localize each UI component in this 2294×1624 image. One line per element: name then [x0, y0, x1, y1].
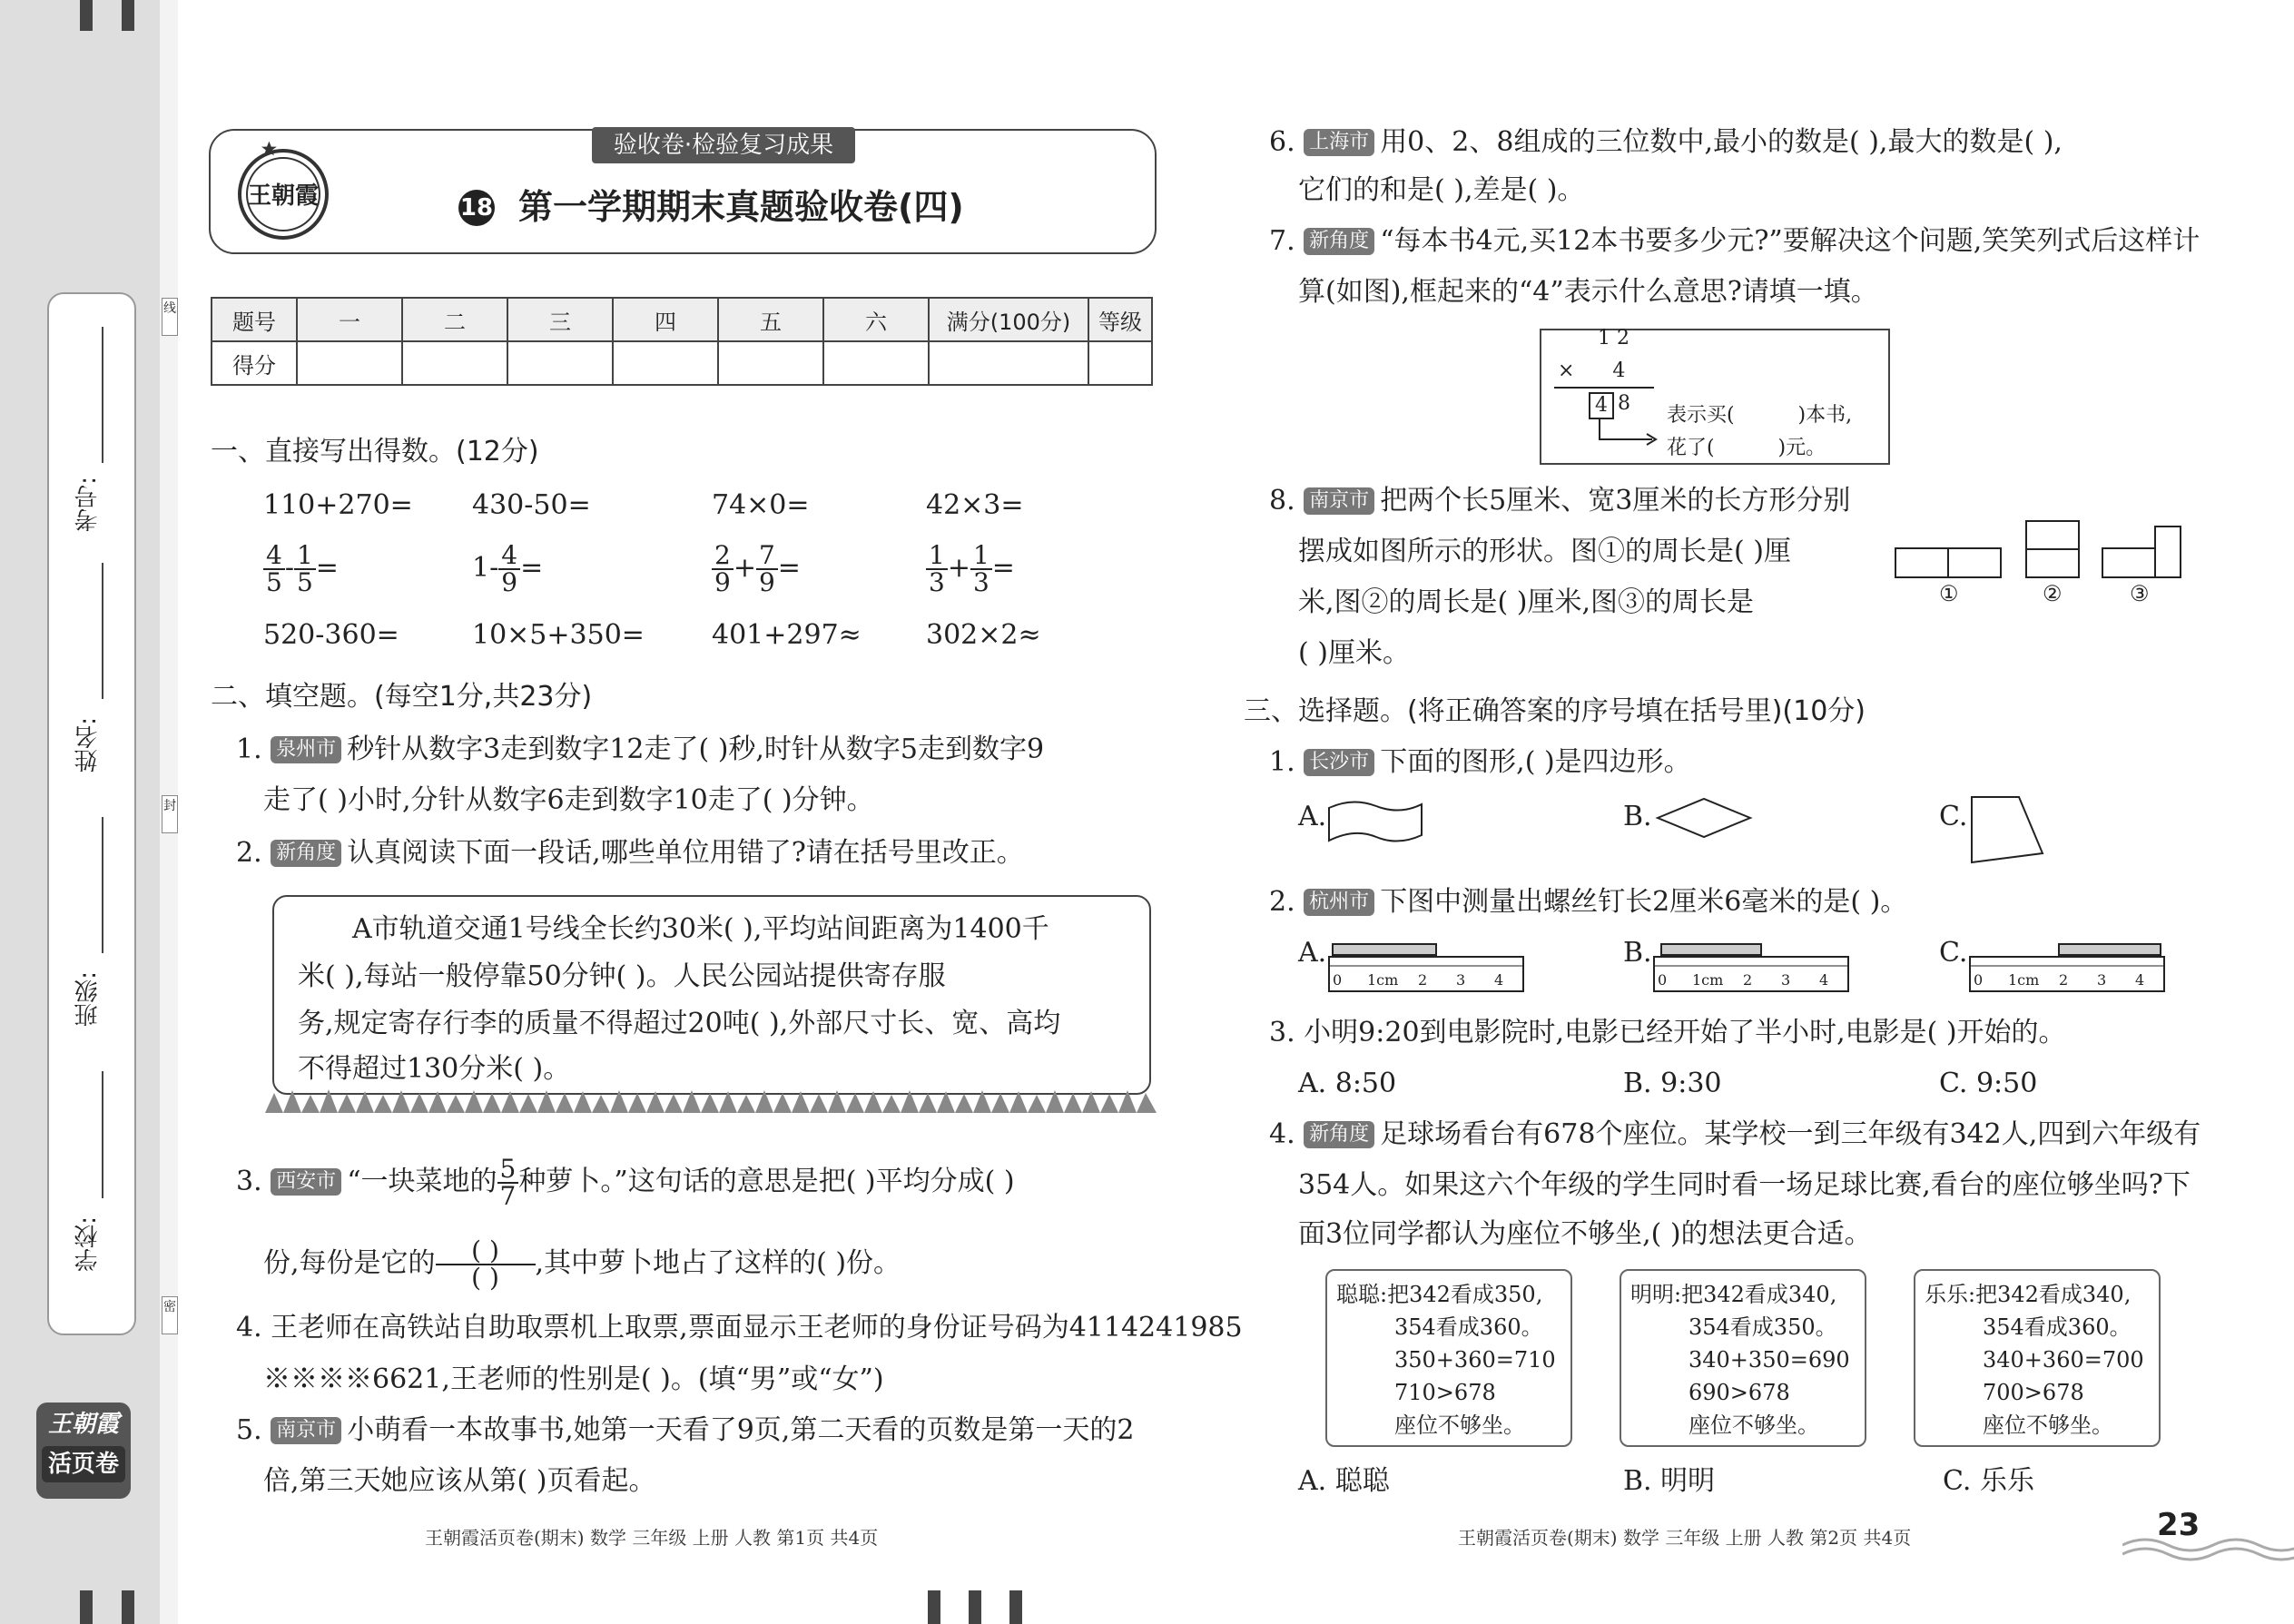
corner-mark	[122, 1590, 134, 1624]
score-header-cell: 四	[613, 298, 718, 341]
ruler-tick: 4	[1819, 971, 1829, 989]
region-tag: 新角度	[1304, 228, 1374, 255]
student-card-congcong	[1325, 1269, 1572, 1447]
question-text: 下面的图形,( )是四边形。	[1380, 746, 1691, 778]
fold-mark	[1009, 1590, 1022, 1624]
question-text: “一块菜地的	[347, 1166, 497, 1197]
ruler-tick: 4	[1494, 971, 1504, 989]
denominator: 3	[972, 567, 989, 597]
question-text: 小明9:20到电影院时,电影已经开始了半小时,电影是( )开始的。	[1304, 1017, 2066, 1048]
calc-line	[1554, 387, 1654, 389]
question-6-cont: 它们的和是( ),差是( )。	[1298, 174, 1585, 206]
ruler-c	[1968, 939, 2170, 993]
score-cell[interactable]	[823, 341, 929, 385]
score-header-cell: 一	[297, 298, 402, 341]
denominator: 5	[296, 567, 313, 597]
question-7: 7. 新角度 “每本书4元,买12本书要多少元?”要解决这个问题,笑笑列式后这样计	[1269, 225, 2200, 257]
score-cell[interactable]	[1088, 341, 1152, 385]
fraction	[926, 540, 948, 597]
cut-mark-mi: 密	[162, 1296, 178, 1334]
numerator: 4	[263, 543, 285, 570]
boxed-digit: 4	[1589, 392, 1614, 419]
class-label: 班级:	[74, 971, 102, 1027]
score-header-cell: 题号	[212, 298, 297, 341]
fraction	[756, 540, 778, 597]
choice-3: 3. 小明9:20到电影院时,电影已经开始了半小时,电影是( )开始的。	[1269, 1017, 2066, 1048]
option-c[interactable]: C. 乐乐	[1943, 1465, 2034, 1497]
question-1-cont: 走了( )小时,分针从数字6走到数字10走了( )分钟。	[263, 784, 874, 816]
ruler-tick: 0	[1974, 971, 1984, 989]
question-5-cont: 倍,第三天她应该从第( )页看起。	[263, 1465, 656, 1497]
denominator: 7	[499, 1181, 517, 1211]
calc-digit: 8	[1618, 392, 1630, 415]
badge-text: 王朝霞	[247, 182, 320, 210]
card-line: 340+350=690	[1689, 1347, 1850, 1373]
option-b[interactable]: B.	[1623, 801, 1652, 832]
ruler-tick: 1cm	[1367, 971, 1399, 989]
region-tag: 南京市	[1304, 487, 1374, 515]
figure-label-2: ②	[2043, 581, 2063, 606]
question-8-cont: 摆成如图所示的形状。图①的周长是( )厘	[1298, 536, 1791, 567]
question-6: 6. 上海市 用0、2、8组成的三位数中,最小的数是( ),最大的数是( ),	[1269, 126, 2063, 158]
option-b[interactable]: B. 明明	[1623, 1465, 1716, 1497]
fraction	[498, 540, 520, 597]
figure-label-1: ①	[1939, 581, 1959, 606]
question-2: 2. 新角度 认真阅读下面一段话,哪些单位用错了?请在括号里改正。	[236, 837, 1024, 869]
region-tag: 西安市	[271, 1168, 341, 1196]
fraction	[294, 540, 316, 597]
numerator: 4	[498, 543, 520, 570]
answer-fraction[interactable]	[436, 1235, 536, 1293]
question-8-cont: 米,图②的周长是( )厘米,图③的周长是	[1298, 586, 1755, 618]
calc-item: 430-50=	[472, 489, 591, 521]
rhombus-icon	[1654, 795, 1754, 841]
question-text: 用0、2、8组成的三位数中,最小的数是( ),最大的数是( ),	[1380, 126, 2063, 158]
rectangle-figures	[1894, 517, 2184, 581]
fraction	[497, 1156, 519, 1209]
choice-4-cont: 面3位同学都认为座位不够坐,( )的想法更合适。	[1298, 1218, 1872, 1250]
ruler-tick: 1cm	[1692, 971, 1724, 989]
denominator: 3	[929, 567, 945, 597]
calc-item: 10×5+350=	[472, 619, 645, 651]
question-3: 3. 西安市 “一块菜地的 $\frac{5}{7}$ 种萝卜。”这句话的意思是把( )平均分成( )	[236, 1154, 1015, 1211]
calc-item: 110+270=	[263, 489, 413, 521]
region-tag: 南京市	[271, 1417, 341, 1444]
calc-item: 42×3=	[926, 489, 1024, 521]
question-text: 足球场看台有678个座位。某学校一到三年级有342人,四到六年级有	[1380, 1118, 2201, 1150]
fraction	[712, 540, 733, 597]
option-c[interactable]: C. 9:50	[1939, 1068, 2038, 1099]
page-number: 23	[2157, 1507, 2200, 1543]
grass-decoration	[265, 1086, 1157, 1113]
cut-mark-feng: 封	[162, 795, 178, 833]
score-cell[interactable]	[297, 341, 402, 385]
option-c[interactable]: C.	[1939, 801, 1968, 832]
logo-line1: 王朝霞	[47, 1411, 119, 1438]
card-line: 座位不够坐。	[1983, 1412, 2113, 1438]
class-field[interactable]	[102, 817, 103, 953]
fold-mark	[969, 1590, 981, 1624]
ruler-tick: 3	[1781, 971, 1791, 989]
score-header-cell: 五	[718, 298, 823, 341]
calc-item: 74×0=	[712, 489, 810, 521]
question-4: 4. 王老师在高铁站自助取票机上取票,票面显示王老师的身份证号码为4114241985	[236, 1312, 1243, 1343]
card-line: 350+360=710	[1394, 1347, 1556, 1373]
question-8-cont: ( )厘米。	[1298, 637, 1410, 669]
student-info-box	[47, 292, 136, 1335]
score-table	[211, 297, 1153, 386]
equals: =	[520, 552, 544, 584]
card-line: 座位不够坐。	[1394, 1412, 1525, 1438]
choice-4-cont: 354人。如果这六个年级的学生同时看一场足球比赛,看台的座位够坐吗?下	[1298, 1169, 2191, 1201]
question-text: ,其中萝卜地占了这样的( )份。	[535, 1247, 901, 1279]
calc-item: 401+297≈	[712, 619, 861, 651]
question-text: “每本书4元,买12本书要多少元?”要解决这个问题,笑笑列式后这样计	[1380, 225, 2200, 257]
ruler-tick: 0	[1658, 971, 1668, 989]
region-tag: 上海市	[1304, 129, 1374, 156]
option-a[interactable]: A.	[1298, 801, 1327, 832]
score-header-cell: 六	[823, 298, 929, 341]
passage-line: A市轨道交通1号线全长约30米( ),平均站间距离为1400千	[352, 913, 1049, 945]
operator: -	[284, 552, 294, 584]
region-tag: 新角度	[271, 840, 341, 867]
ruler-tick: 0	[1333, 971, 1343, 989]
question-1: 1. 泉州市 秒针从数字3走到数字12走了( )秒,时针从数字5走到数字9	[236, 733, 1045, 765]
fold-mark	[928, 1590, 940, 1624]
quadrilateral-icon	[1968, 793, 2050, 866]
ruler-a	[1327, 939, 1529, 993]
footer-left: 王朝霞活页卷(期末) 数学 三年级 上册 人教 第1页 共4页	[425, 1527, 879, 1549]
fraction-item	[926, 540, 1015, 597]
calc-multiplier: × 4	[1558, 359, 1626, 382]
score-cell[interactable]	[929, 341, 1088, 385]
question-text: 种萝卜。”这句话的意思是把( )平均分成( )	[518, 1166, 1015, 1197]
school-label: 学校:	[74, 1216, 102, 1272]
fraction	[263, 540, 285, 597]
exam-no-field[interactable]	[102, 327, 103, 463]
fraction-item	[472, 540, 544, 597]
header-banner: 验收卷·检验复习成果	[592, 127, 855, 163]
card-line: 340+360=700	[1983, 1347, 2144, 1373]
option-a[interactable]: A. 8:50	[1298, 1068, 1397, 1099]
card-line: 明明:把342看成340,	[1630, 1282, 1837, 1307]
score-header-cell: 满分(100分)	[929, 298, 1088, 341]
badge-icon	[229, 138, 338, 243]
choice-2: 2. 杭州市 下图中测量出螺丝钉长2厘米6毫米的是( )。	[1269, 886, 1908, 918]
ruler-tick: 3	[1456, 971, 1466, 989]
corner-mark	[80, 0, 93, 31]
ruler-tick: 2	[1418, 971, 1428, 989]
option-b[interactable]: B.	[1623, 937, 1652, 969]
ruler-tick: 1cm	[2008, 971, 2040, 989]
card-line: 700>678	[1983, 1380, 2084, 1405]
numerator: 1	[294, 543, 316, 570]
card-line: 354看成350。	[1689, 1314, 1837, 1340]
corner-mark	[122, 0, 134, 31]
fraction-item	[263, 540, 339, 597]
calc-item: 302×2≈	[926, 619, 1041, 651]
exam-no-label: 考号:	[74, 477, 102, 532]
score-header-cell: 二	[402, 298, 507, 341]
score-cell[interactable]	[718, 341, 823, 385]
logo-line2: 活页卷	[42, 1446, 125, 1482]
name-field[interactable]	[102, 563, 103, 699]
passage-line: 米( ),每站一般停靠50分钟( )。人民公园站提供寄存服	[298, 960, 946, 992]
calc-note-2: 花了( )元。	[1667, 437, 1826, 459]
prefix: 1-	[472, 552, 499, 584]
question-text: 下图中测量出螺丝钉长2厘米6毫米的是( )。	[1380, 886, 1908, 918]
question-7-cont: 算(如图),框起来的“4”表示什么意思?请填一填。	[1298, 276, 1878, 308]
numerator: 2	[712, 543, 733, 570]
figure-label-3: ③	[2130, 581, 2150, 606]
card-line: 354看成360。	[1983, 1314, 2132, 1340]
calc-note-1: 表示买( )本书,	[1667, 404, 1853, 427]
question-text: 把两个长5厘米、宽3厘米的长方形分别	[1380, 485, 1851, 517]
ruler-tick: 4	[2135, 971, 2145, 989]
wave-decoration	[2122, 1527, 2294, 1563]
passage-line: 务,规定寄存行李的质量不得超过20吨( ),外部尺寸长、宽、高均	[298, 1008, 1061, 1039]
question-text: 小萌看一本故事书,她第一天看了9页,第二天看的页数是第一天的2	[347, 1414, 1135, 1446]
question-4-cont: ※※※※6621,王老师的性别是( )。(填“男”或“女”)	[263, 1363, 884, 1395]
card-line: 聪聪:把342看成350,	[1336, 1282, 1543, 1307]
question-text: 秒针从数字3走到数字12走了( )秒,时针从数字5走到数字9	[347, 733, 1045, 765]
calc-top: 1 2	[1598, 327, 1629, 349]
region-tag: 新角度	[1304, 1121, 1374, 1148]
brand-badge	[229, 138, 338, 243]
option-a[interactable]: A. 聪聪	[1298, 1465, 1390, 1497]
ruler-tick: 2	[2059, 971, 2069, 989]
score-cell[interactable]	[613, 341, 718, 385]
option-a[interactable]: A.	[1298, 937, 1327, 969]
equals: =	[991, 552, 1015, 584]
school-field[interactable]	[102, 1071, 103, 1198]
section3-title: 三、选择题。(将正确答案的序号填在括号里)(10分)	[1244, 695, 1866, 727]
paper-title: 第一学期期末真题验收卷(四)	[518, 187, 964, 227]
region-tag: 杭州市	[1304, 889, 1374, 916]
passage-line: 不得超过130分米( )。	[298, 1053, 571, 1085]
score-header-cell: 等级	[1088, 298, 1152, 341]
card-line: 座位不够坐。	[1689, 1412, 1819, 1438]
denominator: 5	[266, 567, 282, 597]
paper-number: 18	[458, 190, 495, 226]
cut-mark-xian: 线	[162, 298, 178, 336]
equals: =	[315, 552, 339, 584]
question-5: 5. 南京市 小萌看一本故事书,她第一天看了9页,第二天看的页数是第一天的2	[236, 1414, 1135, 1446]
question-3-cont	[263, 1235, 901, 1293]
footer-right: 王朝霞活页卷(期末) 数学 三年级 上册 人教 第2页 共4页	[1458, 1527, 1912, 1549]
numerator: 7	[756, 543, 778, 570]
fraction-item	[712, 540, 801, 597]
region-tag: 泉州市	[271, 736, 341, 763]
option-c[interactable]: C.	[1939, 937, 1968, 969]
curved-shape-icon	[1325, 795, 1425, 850]
arrow-icon	[1598, 418, 1670, 454]
student-card-mingming	[1620, 1269, 1866, 1447]
ruler-tick: 3	[2097, 971, 2107, 989]
denominator: 9	[714, 567, 731, 597]
score-header-cell: 三	[507, 298, 613, 341]
ruler-tick: 2	[1743, 971, 1753, 989]
score-cell[interactable]	[507, 341, 613, 385]
name-label: 姓名:	[74, 717, 102, 773]
operator: +	[733, 552, 756, 584]
question-text: 份,每份是它的	[263, 1247, 436, 1279]
score-cell[interactable]	[402, 341, 507, 385]
choice-4: 4. 新角度 足球场看台有678个座位。某学校一到三年级有342人,四到六年级有	[1269, 1118, 2201, 1150]
score-value-row	[212, 341, 1152, 385]
card-line: 710>678	[1394, 1380, 1496, 1405]
choice-1: 1. 长沙市 下面的图形,( )是四边形。	[1269, 746, 1691, 778]
score-header-row	[212, 298, 1152, 341]
ruler-b	[1652, 939, 1854, 993]
numerator: ( )	[436, 1238, 536, 1265]
card-line: 354看成360。	[1394, 1314, 1543, 1340]
brand-logo	[36, 1403, 131, 1499]
card-line: 乐乐:把342看成340,	[1925, 1282, 2132, 1307]
score-row-label: 得分	[212, 341, 297, 385]
calc-item: 520-360=	[263, 619, 399, 651]
question-text: 王老师在高铁站自助取票机上取票,票面显示王老师的身份证号码为4114241985	[271, 1312, 1243, 1343]
fraction	[970, 540, 992, 597]
card-line: 690>678	[1689, 1380, 1790, 1405]
section1-title: 一、直接写出得数。(12分)	[211, 436, 539, 468]
denominator: 9	[501, 567, 518, 597]
option-b[interactable]: B. 9:30	[1623, 1068, 1722, 1099]
question-8: 8. 南京市 把两个长5厘米、宽3厘米的长方形分别	[1269, 485, 1851, 517]
equals: =	[777, 552, 801, 584]
question-text: 认真阅读下面一段话,哪些单位用错了?请在括号里改正。	[347, 837, 1024, 869]
numerator: 1	[926, 543, 948, 570]
denominator: ( )	[471, 1263, 499, 1293]
page-title	[458, 179, 1094, 229]
numerator: 5	[497, 1156, 519, 1184]
section2-title: 二、填空题。(每空1分,共23分)	[211, 681, 593, 713]
region-tag: 长沙市	[1304, 749, 1374, 776]
student-card-lele	[1914, 1269, 2161, 1447]
corner-mark	[80, 1590, 93, 1624]
numerator: 1	[970, 543, 992, 570]
denominator: 9	[758, 567, 775, 597]
operator: +	[947, 552, 970, 584]
